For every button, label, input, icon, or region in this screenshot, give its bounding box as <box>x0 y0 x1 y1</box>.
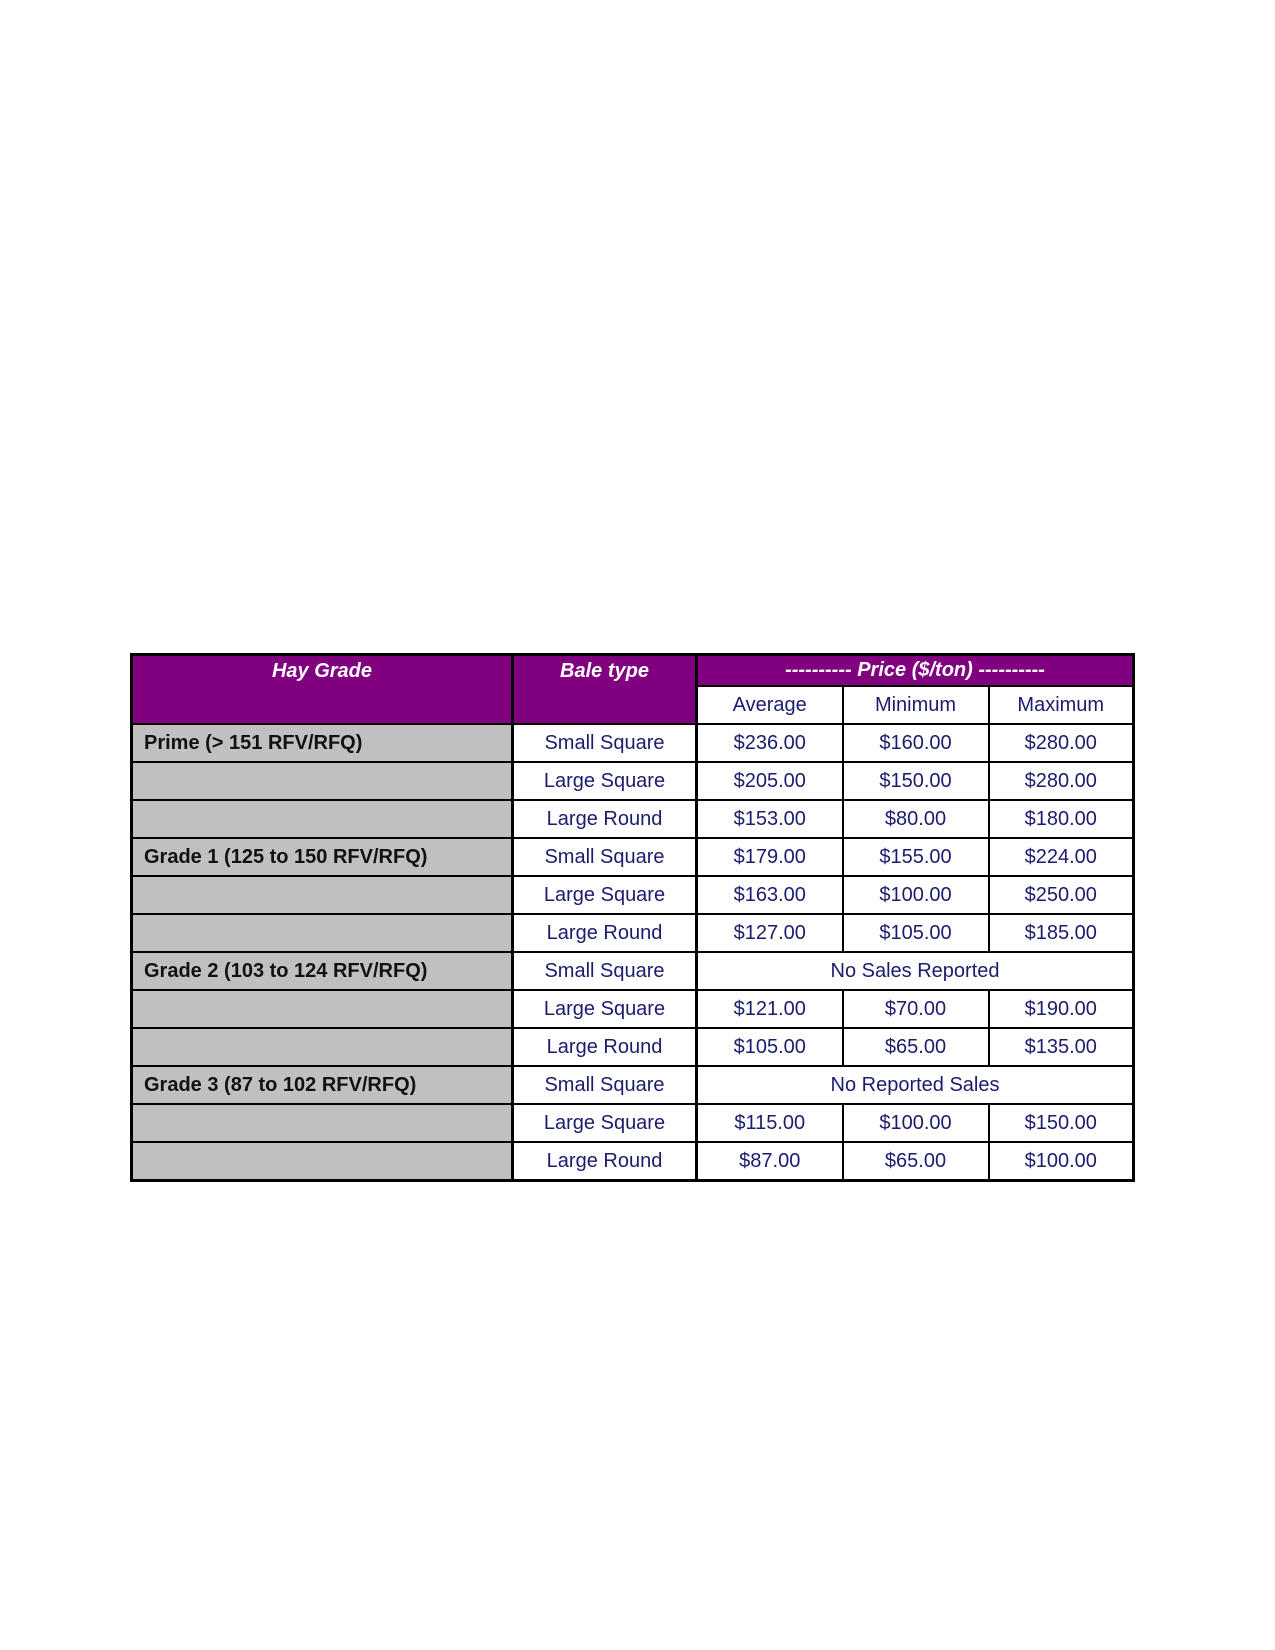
no-sales-note: No Sales Reported <box>697 952 1134 990</box>
price-header: ---------- Price ($/ton) ---------- <box>697 655 1134 687</box>
table-row <box>132 724 1134 762</box>
hay-grade-cell: Prime (> 151 RFV/RFQ) <box>132 724 513 762</box>
table-row <box>132 914 1134 952</box>
minimum-price-cell: $100.00 <box>843 876 989 914</box>
bale-type-cell: Small Square <box>513 952 697 990</box>
maximum-price-cell: $150.00 <box>989 1104 1134 1142</box>
average-price-cell: $127.00 <box>697 914 843 952</box>
maximum-price-cell: $180.00 <box>989 800 1134 838</box>
hay-grade-header: Hay Grade <box>132 655 513 725</box>
table-row <box>132 800 1134 838</box>
table-row <box>132 838 1134 876</box>
hay-price-table <box>130 653 1135 1182</box>
table-row <box>132 762 1134 800</box>
bale-type-cell: Small Square <box>513 1066 697 1104</box>
bale-type-cell: Large Round <box>513 800 697 838</box>
maximum-price-cell: $280.00 <box>989 762 1134 800</box>
hay-grade-cell: Grade 3 (87 to 102 RFV/RFQ) <box>132 1066 513 1104</box>
maximum-price-cell: $250.00 <box>989 876 1134 914</box>
bale-type-cell: Small Square <box>513 724 697 762</box>
hay-grade-cell <box>132 1104 513 1142</box>
bale-type-header: Bale type <box>513 655 697 725</box>
average-price-cell: $121.00 <box>697 990 843 1028</box>
minimum-price-cell: $150.00 <box>843 762 989 800</box>
maximum-price-cell: $135.00 <box>989 1028 1134 1066</box>
bale-type-cell: Large Square <box>513 762 697 800</box>
table-row <box>132 1066 1134 1104</box>
hay-grade-cell <box>132 1028 513 1066</box>
minimum-price-cell: $65.00 <box>843 1028 989 1066</box>
maximum-header: Maximum <box>989 686 1134 724</box>
minimum-price-cell: $70.00 <box>843 990 989 1028</box>
minimum-header: Minimum <box>843 686 989 724</box>
minimum-price-cell: $155.00 <box>843 838 989 876</box>
header-row <box>132 655 1134 687</box>
average-header: Average <box>697 686 843 724</box>
bale-type-cell: Large Square <box>513 1104 697 1142</box>
table-row <box>132 1028 1134 1066</box>
average-price-cell: $87.00 <box>697 1142 843 1181</box>
average-price-cell: $179.00 <box>697 838 843 876</box>
table-row <box>132 1104 1134 1142</box>
bale-type-cell: Large Round <box>513 1028 697 1066</box>
minimum-price-cell: $65.00 <box>843 1142 989 1181</box>
minimum-price-cell: $100.00 <box>843 1104 989 1142</box>
bale-type-cell: Large Round <box>513 914 697 952</box>
maximum-price-cell: $280.00 <box>989 724 1134 762</box>
bale-type-cell: Small Square <box>513 838 697 876</box>
average-price-cell: $163.00 <box>697 876 843 914</box>
average-price-cell: $105.00 <box>697 1028 843 1066</box>
hay-grade-cell <box>132 914 513 952</box>
minimum-price-cell: $80.00 <box>843 800 989 838</box>
table-row <box>132 876 1134 914</box>
minimum-price-cell: $105.00 <box>843 914 989 952</box>
no-sales-note: No Reported Sales <box>697 1066 1134 1104</box>
bale-type-cell: Large Round <box>513 1142 697 1181</box>
hay-grade-cell <box>132 800 513 838</box>
table-row <box>132 1142 1134 1181</box>
maximum-price-cell: $224.00 <box>989 838 1134 876</box>
maximum-price-cell: $185.00 <box>989 914 1134 952</box>
hay-grade-cell <box>132 1142 513 1181</box>
bale-type-cell: Large Square <box>513 990 697 1028</box>
average-price-cell: $205.00 <box>697 762 843 800</box>
hay-grade-cell: Grade 2 (103 to 124 RFV/RFQ) <box>132 952 513 990</box>
hay-grade-cell <box>132 876 513 914</box>
average-price-cell: $153.00 <box>697 800 843 838</box>
hay-grade-cell: Grade 1 (125 to 150 RFV/RFQ) <box>132 838 513 876</box>
maximum-price-cell: $100.00 <box>989 1142 1134 1181</box>
maximum-price-cell: $190.00 <box>989 990 1134 1028</box>
hay-grade-cell <box>132 990 513 1028</box>
table-row <box>132 990 1134 1028</box>
bale-type-cell: Large Square <box>513 876 697 914</box>
minimum-price-cell: $160.00 <box>843 724 989 762</box>
hay-grade-cell <box>132 762 513 800</box>
table-row <box>132 952 1134 990</box>
average-price-cell: $236.00 <box>697 724 843 762</box>
average-price-cell: $115.00 <box>697 1104 843 1142</box>
